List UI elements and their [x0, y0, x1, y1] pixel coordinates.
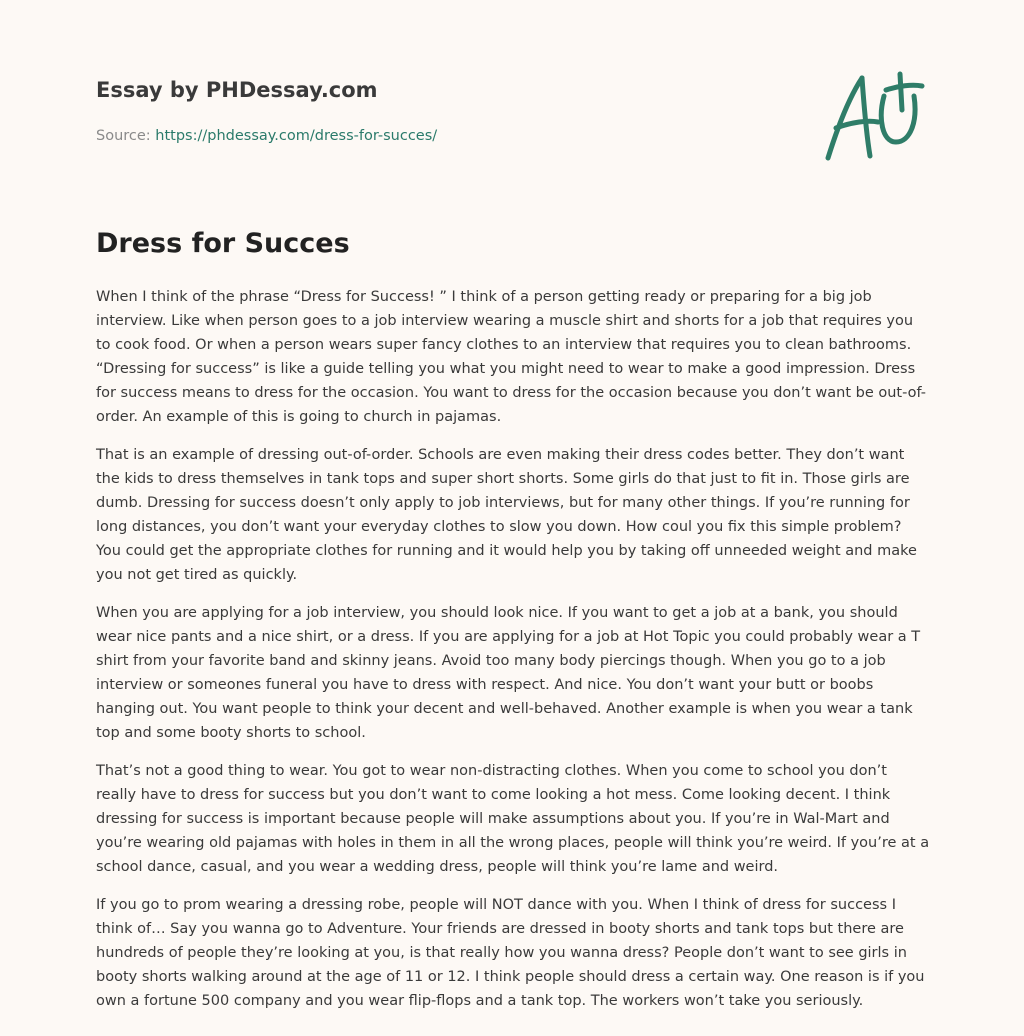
essay-paragraph: If you go to prom wearing a dressing robe, people will NOT dance with you. When I think of dress for success I think of… Say you wanna go to Adventure. Your friends are dressed in booty shorts and tank tops but there are hundreds of people they’re looking at you, is that really how you wanna dress? People don’t want to see girls in booty shorts walking around at the age of 11 or 12. I think people should dress a certain way. One reason is if you own a fortune 500 company and you wear flip-flops and a tank top. The workers won’t take you seriously.: [96, 897, 925, 1009]
source-line: [96, 126, 796, 146]
essay-paragraph: That’s not a good thing to wear. You got to wear non-distracting clothes. When you come to school you don’t really have to dress for success but you don’t want to come looking a hot mess. Come looking decent. I think dressing for success is important because people will make assumptions about you. If you’re in Wal-Mart and you’re wearing old pajamas with holes in them in all the wrong places, people will think you’re weird. If you’re at a school dance, casual, and you wear a wedding dress, people will think you’re lame and weird.: [96, 763, 930, 875]
essay-paragraph: When I think of the phrase “Dress for Success! ” I think of a person getting ready or preparing for a big job interview. Like when person goes to a job interview wearing a muscle shirt and shorts for a job that requires you to cook food. Or when a person wears super fancy clothes to an interview that requires you to clean bathrooms. “Dressing for success” is like a guide telling you what you might need to wear to make a good impression. Dress for success means to dress for the occasion. You want to dress for the occasion because you don’t want be out-of-order. An example of this is going to church in pajamas.: [96, 289, 927, 425]
essay-paragraph: When you are applying for a job interview, you should look nice. If you want to get a job at a bank, you should wear nice pants and a nice shirt, or a dress. If you are applying for a job at Hot Topic you could probably wear a T shirt from your favorite band and skinny jeans. Avoid too many body piercings though. When you go to a job interview or someones funeral you have to dress with respect. And nice. You don’t want your butt or boobs hanging out. You want people to think your decent and well-behaved. Another example is when you wear a tank top and some booty shorts to school.: [96, 605, 921, 741]
a-plus-logo-icon: [822, 66, 932, 166]
essay-paragraph: That is an example of dressing out-of-order. Schools are even making their dress codes better. They don’t want the kids to dress themselves in tank tops and super short shorts. Some girls do that just to fit in. Those girls are dumb. Dressing for success doesn’t only apply to job interviews, but for many other things. If you’re running for long distances, you don’t want your everyday clothes to slow you down. How coul you fix this simple problem? You could get the appropriate clothes for running and it would help you by taking off unneeded weight and make you not get tired as quickly.: [96, 447, 917, 583]
essay-body: [96, 285, 930, 1027]
source-link[interactable]: https://phdessay.com/dress-for-succes/: [155, 128, 438, 144]
site-title: Essay by PHDessay.com: [96, 78, 378, 102]
essay-title: Dress for Succes: [96, 228, 350, 259]
header: [96, 76, 796, 146]
source-label: Source:: [96, 128, 156, 144]
a-plus-logo-graphic: [822, 66, 932, 166]
